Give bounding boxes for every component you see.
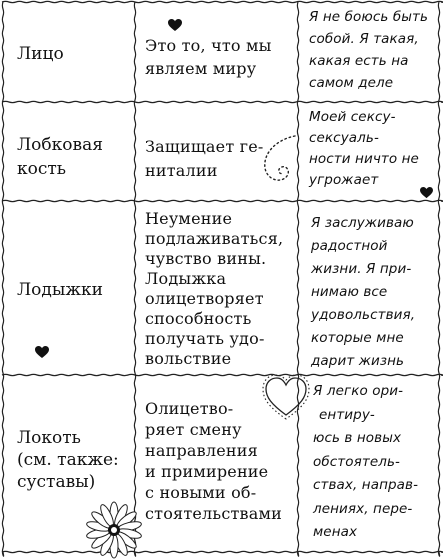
row4-meaning-line: ряет смену <box>145 420 242 439</box>
row1-affirmation <box>309 6 428 94</box>
row2-part-line: кость <box>17 159 67 179</box>
column-divider-line <box>134 2 135 556</box>
row4-part-line: Локоть <box>17 428 81 448</box>
row2-meaning-line: ниталии <box>145 161 218 180</box>
row1-meaning-line: Это то, что мы <box>145 36 272 55</box>
row-divider-line <box>2 1 443 2</box>
column-divider-line <box>438 2 439 556</box>
dotted-swirl-icon <box>255 130 303 194</box>
row3-meaning-line: вольствие <box>145 349 232 368</box>
row4-meaning-line: направления <box>145 441 258 460</box>
row3-affirmation-line: удовольствия, <box>311 307 416 323</box>
row4-meaning-line: и примирение <box>145 462 269 481</box>
row1-meaning <box>145 36 272 78</box>
row-divider-line <box>2 551 443 552</box>
row3-affirmation-line: жизни. Я при- <box>311 261 412 277</box>
row3-affirmation-line: дарит жизнь <box>311 353 405 369</box>
row3-meaning <box>145 209 283 369</box>
row3-affirmation <box>311 212 415 373</box>
column-divider-line <box>297 2 298 556</box>
row1-affirmation-line: самом деле <box>309 75 394 91</box>
flower-icon <box>85 501 143 559</box>
row1-affirmation-line: какая есть на <box>309 53 409 69</box>
row2-affirmation-line: сексуаль- <box>309 130 379 146</box>
row3-affirmation-line: нимаю все <box>311 284 388 300</box>
row3-part-line: Лодыжки <box>17 280 104 300</box>
row2-affirmation <box>309 107 419 191</box>
row3-meaning-line: олицетворяет <box>145 289 264 308</box>
row2-meaning-line: Защищает ге- <box>145 137 264 156</box>
row4-affirmation-line: юсь в новых <box>313 430 402 446</box>
row4-meaning-line: с новыми об- <box>145 483 257 502</box>
row3-meaning-line: способность <box>145 309 252 328</box>
row3-meaning-line: получать удо- <box>145 329 265 348</box>
row4-meaning-line: Олицетво- <box>145 399 234 418</box>
row1-part <box>17 45 64 64</box>
row2-part-line: Лобковая <box>17 135 103 155</box>
heart-icon <box>168 19 182 32</box>
row2-affirmation-line: ности ничто не <box>309 151 419 167</box>
row2-affirmation-line: Моей сексу- <box>309 109 396 125</box>
row4-affirmation-line: Я легко ори- <box>313 383 404 399</box>
row4-affirmation-line: менах <box>313 524 358 540</box>
heart-icon <box>35 346 49 359</box>
row3-meaning-line: Лодыжка <box>145 269 227 288</box>
row2-affirmation-line: угрожает <box>309 172 379 188</box>
row3-affirmation-line: радостной <box>311 238 388 254</box>
row3-meaning-line: Неумение <box>145 209 233 228</box>
row2-part <box>17 133 103 181</box>
row3-meaning-line: подлаживаться, <box>145 229 284 248</box>
row-divider-line <box>2 374 443 375</box>
heart-outline-icon <box>262 373 310 425</box>
row3-meaning-line: чувство вины. <box>145 249 267 268</box>
row4-affirmation <box>313 380 418 545</box>
column-divider-line <box>2 2 3 556</box>
row3-affirmation-line: которые мне <box>311 330 404 346</box>
row4-part-line: (см. также: <box>17 450 119 470</box>
row3-part <box>17 281 103 300</box>
row1-affirmation-line: Я не боюсь быть <box>309 9 429 25</box>
row3-affirmation-line: Я заслуживаю <box>311 215 414 231</box>
row4-part-line: суставы) <box>17 472 96 492</box>
row1-part-line: Лицо <box>17 44 64 64</box>
row1-affirmation-line: собой. Я такая, <box>309 31 419 47</box>
row-divider-line <box>2 200 443 201</box>
row2-meaning <box>145 135 264 183</box>
heart-icon <box>420 187 433 199</box>
row4-affirmation-line: лениях, пере- <box>313 500 413 517</box>
row4-part <box>17 427 119 493</box>
row4-meaning-line: стоятельствами <box>145 504 283 523</box>
row-divider-line <box>2 101 443 102</box>
row1-meaning-line: являем миру <box>145 59 257 78</box>
row4-affirmation-line: ствах, направ- <box>313 477 419 493</box>
row4-affirmation-line: обстоятель- <box>313 453 400 470</box>
row4-affirmation-line: ентиру- <box>319 406 375 423</box>
